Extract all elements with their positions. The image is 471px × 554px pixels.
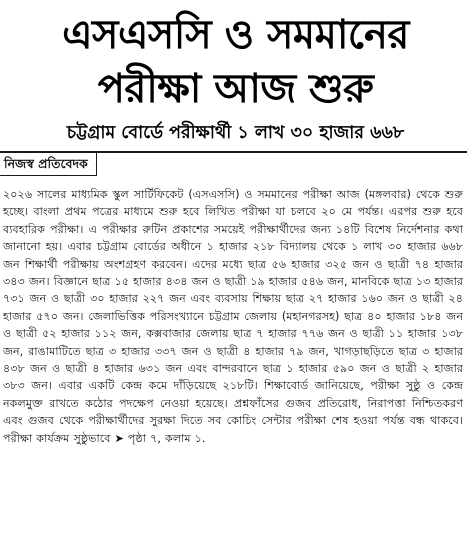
article-paragraph: ২০২৬ সালের মাধ্যমিক স্কুল সার্টিফিকেট (এসএসসি) ও সমমানের পরীক্ষা আজ (মঙ্গলবার) থেকে শুরু হচ্ছে। বাংলা প্রথম পত্রের মাধ্যমে শুরু হবে লিখিত পরীক্ষা যা চলবে ২০ মে পর্যন্ত। এরপর শুরু হবে ব্যবহারিক পরীক্ষা। এ পরীক্ষার রুটিন প্রকাশের সময়েই পরীক্ষার্থীদের জন্য ১৪টি বিশেষ নির্দেশনার কথা জানানো হয়। এবার চট্টগ্রাম বোর্ডের অধীনে ১ হাজার ২১৮ বিদ্যালয় থেকে ১ লাখ ৩০ হাজার ৬৬৮ জন শিক্ষার্থী পরীক্ষায় অংশগ্রহণ করবেন। এদের মধ্যে ছাত্র ৫৬ হাজার ৩২৫ জন ও ছাত্রী ৭৪ হাজার ৩৪৩ জন। বিজ্ঞানে ছাত্র ১৫ হাজার ৪৩৪ জন ও ছাত্রী ১৯ হাজার ৫৪৬ জন, মানবিকে ছাত্র ১৩ হাজার ৭৩১ জন ও ছাত্রী ৩০ হাজার ২২৭ জন এবং ব্যবসায় শিক্ষায় ছাত্র ২৭ হাজার ১৬০ জন ও ছাত্রী ২৪ হাজার ৫৭০ জন। জেলাভিত্তিক পরিসংখ্যানে চট্টগ্রাম জেলায় (মহানগরসহ) ছাত্র ৪০ হাজার ১৮৪ জন ও ছাত্রী ৫২ হাজার ১১২ জন, কক্সবাজার জেলায় ছাত্র ৭ হাজার ৭৭৬ জন ও ছাত্রী ১১ হাজার ১৩৮ জন, রাঙামাটিতে ছাত্র ৩ হাজার ৩৩৭ জন ও ছাত্রী ৪ হাজার ৭৯ জন, খাগড়াছড়িতে ছাত্র ৩ হাজার ৪৩৮ জন ও ছাত্রী ৪ হাজার ৬৩১ জন এবং বান্দরবানে ছাত্র ১ হাজার ৫৯০ জন ও ছাত্রী ২ হাজার ৩৮৩ জন। এবার একটি কেন্দ্র কমে দাঁড়িয়েছে ২১৮টি। শিক্ষাবোর্ড জানিয়েছে, পরীক্ষা সুষ্ঠু ও কেন্দ্র নকলমুক্ত রাখতে কঠোর পদক্ষেপ নেওয়া হয়েছে। প্রশ্নফাঁসের গুজব প্রতিরোধ, নিরাপত্তা নিশ্চিতকরণ এবং গুজব থেকে পরীক্ষার্থীদের সুরক্ষা দিতে সব কোচিং সেন্টার পরীক্ষা শেষ হওয়া পর্যন্ত বন্ধ থাকবে। পরীক্ষা কার্যক্রম সুষ্ঠুভাবে ➤ পৃষ্ঠা ৭, কলাম ১. <box>3 188 463 445</box>
byline: নিজস্ব প্রতিবেদক <box>0 153 97 176</box>
headline-line-2: পরীক্ষা আজ শুরু <box>97 66 374 112</box>
article-body <box>3 186 463 447</box>
headline-line-1: এসএসসি ও সমমানের <box>62 12 409 58</box>
subheadline: চট্টগ্রাম বোর্ডে পরীক্ষার্থী ১ লাখ ৩০ হাজার ৬৬৮ <box>66 123 405 143</box>
